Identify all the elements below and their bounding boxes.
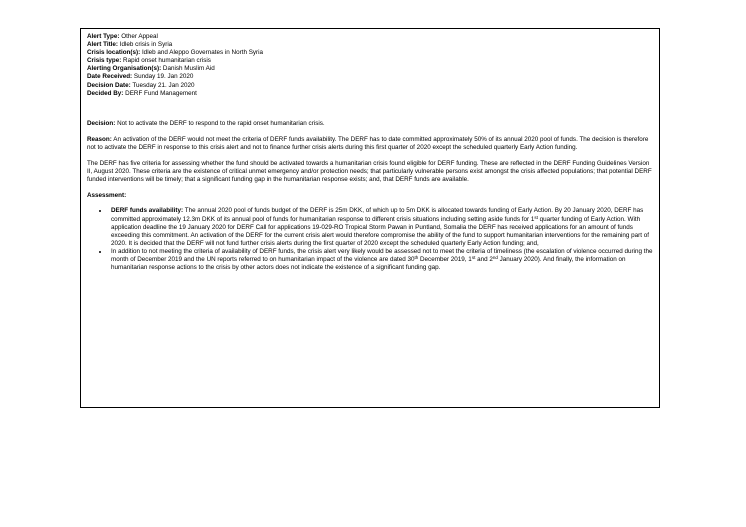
- meta-alerting-organisation: Alerting Organisation(s): Danish Muslim Aid: [87, 65, 215, 73]
- assessment-bullet-timeliness: • In addition to not meeting the criteria of availability of DERF funds, the crisis alert very likely would be assessed not to meet the criteria of timeliness (the escalation of violence occurred during the month of December 2019 and the UN reports referred to on humanitarian impact of the violence are dated 30th December 2019, 1st and 2nd January 2020). And finally, the information on humanitarian response actions to the crisis by other actors does not indicate the existence of a significant funding gap.: [109, 248, 653, 272]
- alert-metadata: [87, 33, 653, 98]
- meta-decided-by: Decided By: DERF Fund Management: [87, 89, 197, 97]
- meta-alert-type: Alert Type: Other Appeal: [87, 33, 158, 40]
- criteria-paragraph: The DERF has five criteria for assessing whether the fund should be activated towards a humanitarian crisis found eligible for DERF funding. These are reflected in the DERF Funding Guidelines Version II, August 2020. These criteria are the existence of critical unmet emergency and/or protection needs; that particularly vulnerable persons exist amongst the crisis affected populations; that potential DERF funded interventions will be timely; that a significant funding gap in the humanitarian response exists; and, that DERF funds are available.: [87, 160, 652, 184]
- meta-crisis-type: Crisis type: Rapid onset humanitarian crisis: [87, 57, 211, 65]
- meta-date-received: Date Received: Sunday 19. Jan 2020: [87, 73, 194, 81]
- assessment-bullet-funds-availability: • DERF funds availability: The annual 2020 pool of funds budget of the DERF is 25m DKK, of which up to 5m DKK is allocated towards funding of Early Action. By 20 January 2020, DERF has committed approximately 12.3m DKK of its annual pool of funds for humanitarian response to different crisis situations including setting aside funds for 1st quarter funding of Early Action. With application deadline the 19 January 2020 for DERF Call for applications 19-029-RO Tropical Storm Pawan in Puntland, Somalia the DERF has received applications for an amount of funds exceeding this commitment. An activation of the DERF for the current crisis alert would therefore compromise the ability of the fund to support humanitarian interventions for the remaining part of 2020. It is decided that the DERF will not fund further crisis alerts during the first quarter of 2020 except the scheduled quarterly Early Action funding; and,: [109, 207, 653, 247]
- assessment-list: [87, 207, 653, 272]
- decision-document: [80, 28, 660, 408]
- reason-paragraph: Reason: An activation of the DERF would not meet the criteria of DERF funds availability. The DERF has to date committed approximately 50% of its annual 2020 pool of funds. The decision is therefore not to activate the DERF in response to this crisis alert and not to finance further crisis alerts during this first quarter of 2020 except the scheduled quarterly Early Action funding.: [87, 135, 649, 151]
- meta-decision-date: Decision Date: Tuesday 21. Jan 2020: [87, 81, 195, 89]
- meta-alert-title: Alert Title: Idleb crisis in Syria: [87, 41, 173, 49]
- decision-paragraph: Decision: Not to activate the DERF to respond to the rapid onset humanitarian crisis.: [87, 119, 325, 127]
- assessment-heading: Assessment:: [87, 192, 127, 200]
- meta-crisis-location: Crisis location(s): Idleb and Aleppo Governates in North Syria: [87, 49, 264, 57]
